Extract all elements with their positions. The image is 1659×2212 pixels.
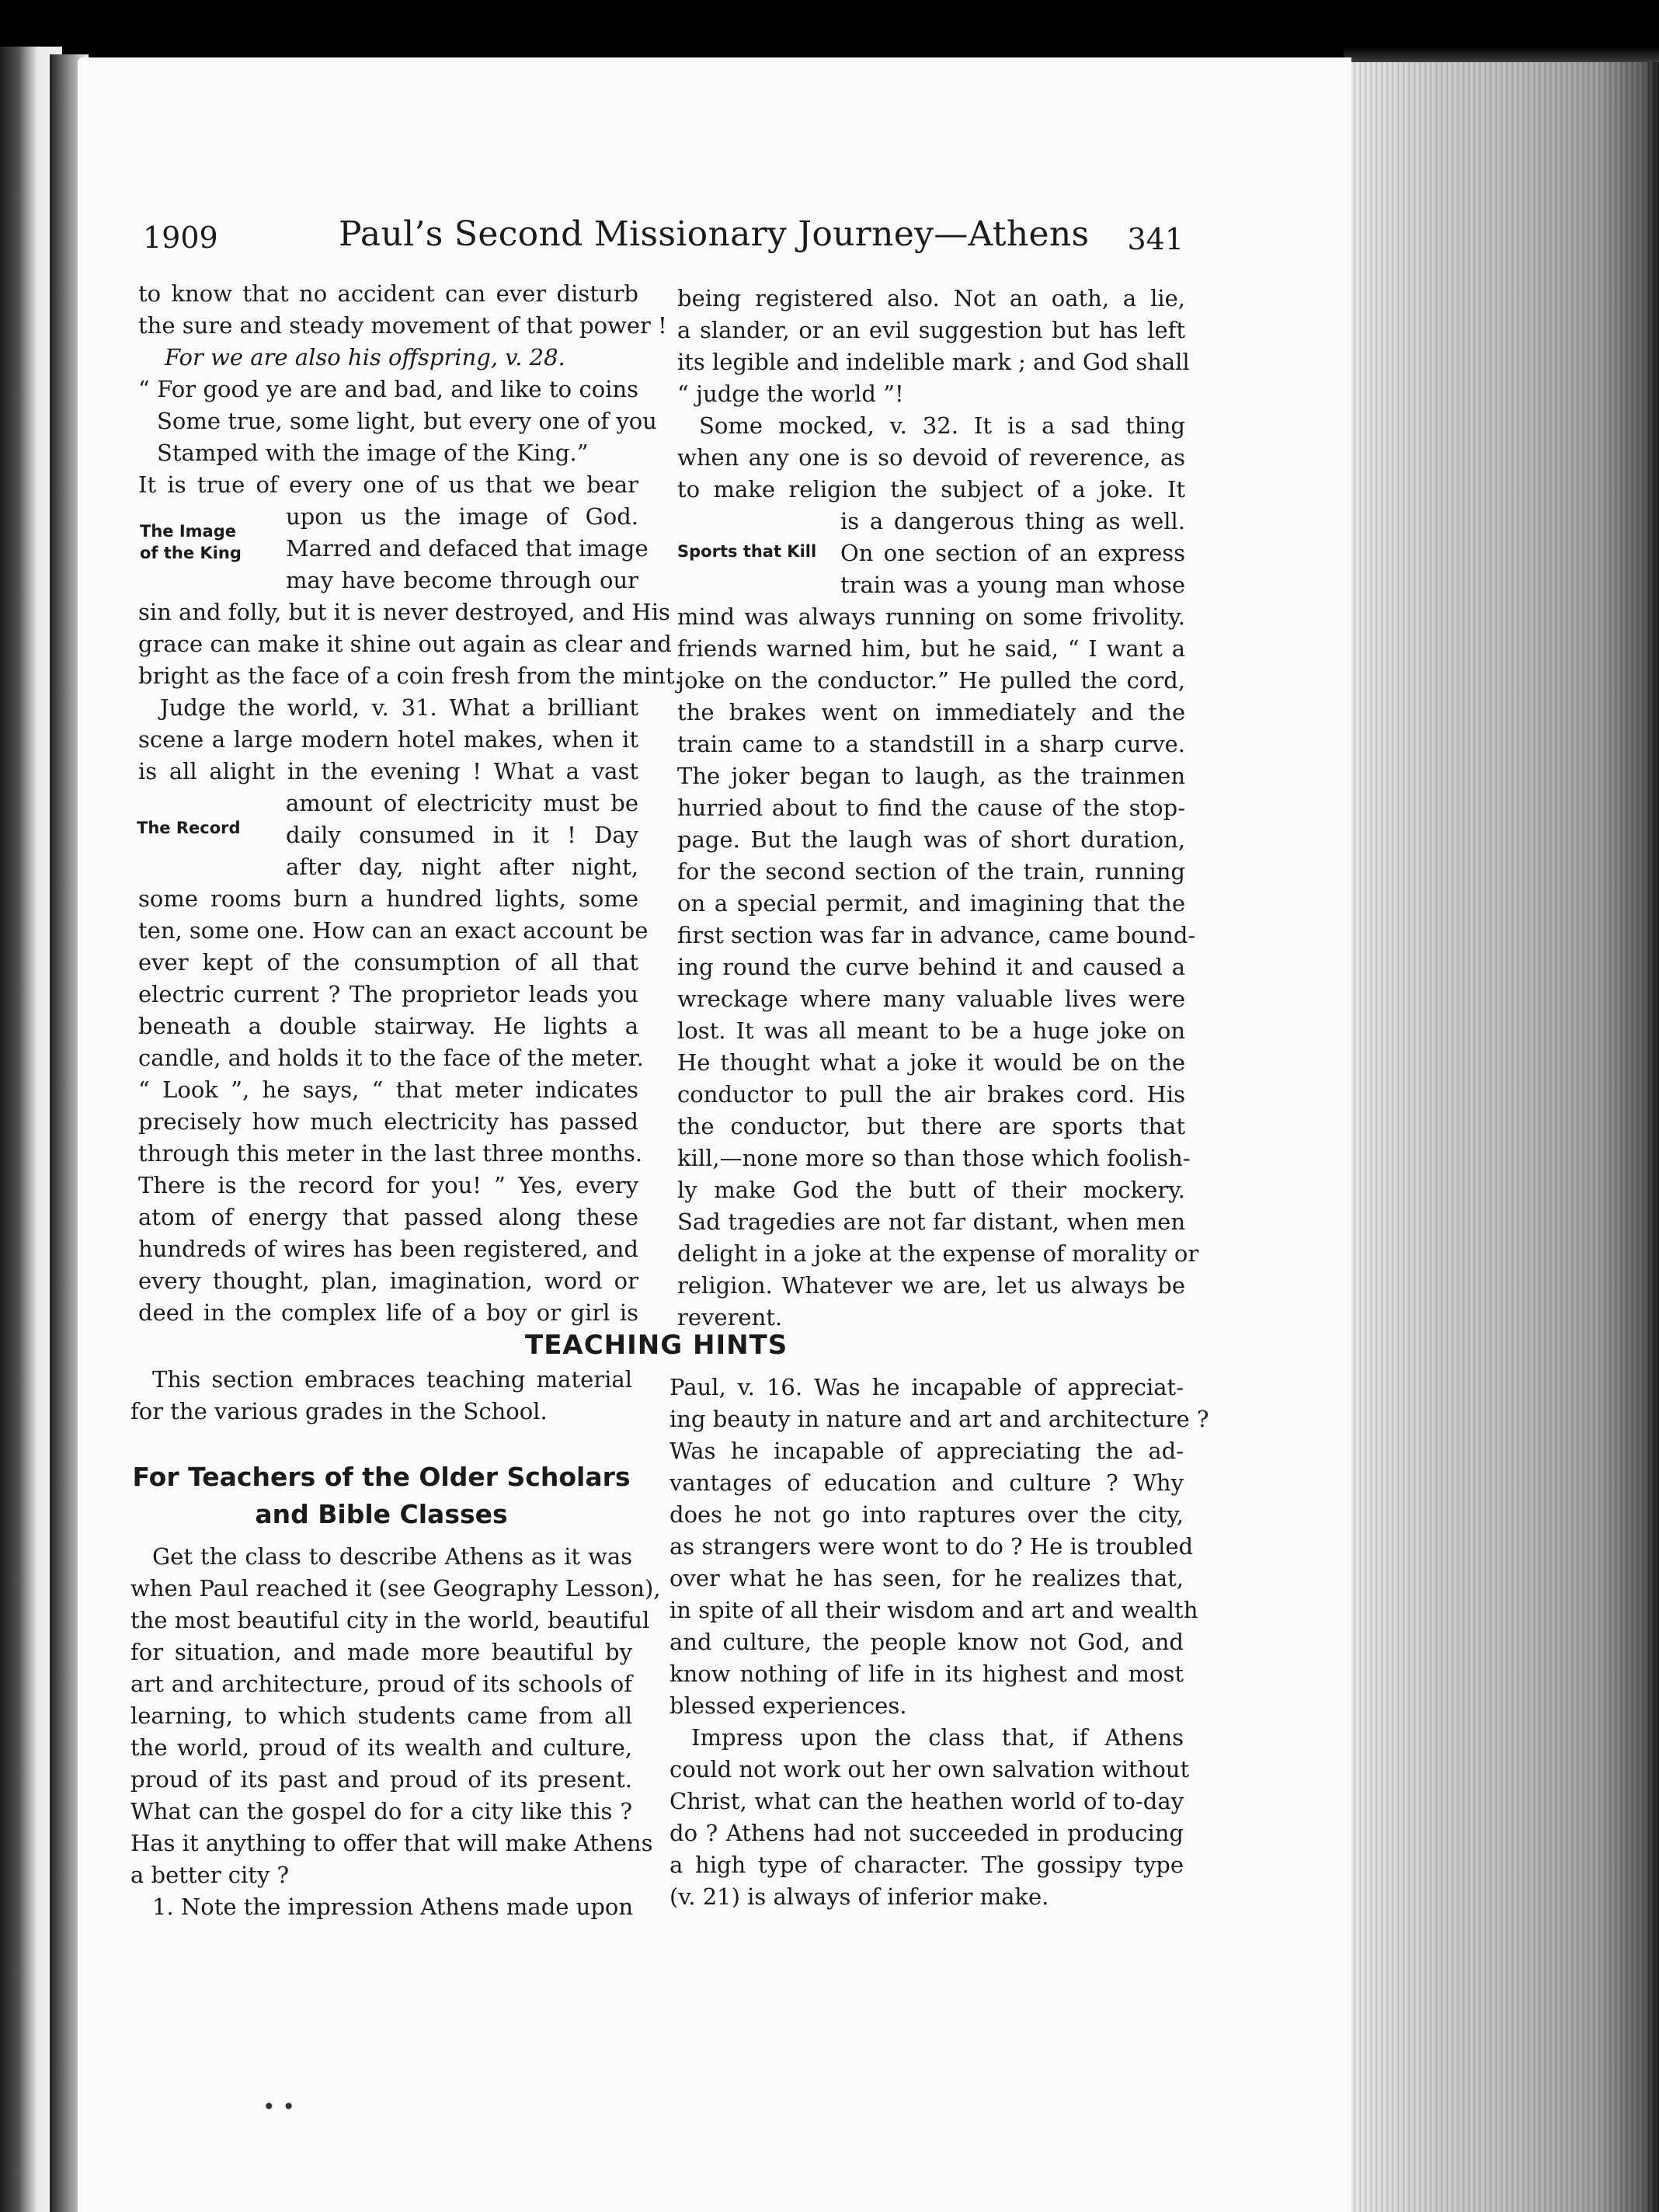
text-line: learning, to which students came from all <box>130 1702 632 1729</box>
text-line: do ? Athens had not succeeded in producing <box>670 1820 1184 1846</box>
text-line: is a dangerous thing as well. <box>840 508 1185 534</box>
text-line: Sad tragedies are not far distant, when men <box>677 1209 1185 1235</box>
text-line: a slander, or an evil suggestion but has left <box>677 317 1185 343</box>
footer-marks: • • <box>263 2094 295 2120</box>
poem-line: Some true, some light, but every one of you <box>157 408 657 434</box>
text-line: kill,—none more so than those which foolish- <box>677 1145 1191 1171</box>
text-line: to know that no accident can ever disturb <box>138 280 638 307</box>
text-line: “ judge the world ”! <box>677 381 904 407</box>
text-line: For we are also his offspring, v. 28. <box>165 344 565 370</box>
section-title-line: For Teachers of the Older Scholars <box>132 1462 631 1492</box>
text-line: ever kept of the consumption of all that <box>138 949 638 976</box>
text-line: Marred and defaced that image <box>286 535 649 562</box>
section-title <box>130 1459 632 1533</box>
text-line: a better city ? <box>130 1862 290 1888</box>
text-line: a high type of character. The gossipy type <box>670 1852 1184 1878</box>
text-line: the sure and steady movement of that power ! <box>138 312 667 339</box>
text-line: ing round the curve behind it and caused a <box>677 954 1185 980</box>
teaching-hints-heading: TEACHING HINTS <box>525 1330 788 1361</box>
right-column-text <box>677 283 1199 1334</box>
text-line: Judge the world, v. 31. What a brilliant <box>160 694 638 721</box>
text-line: through this meter in the last three months. <box>138 1140 643 1167</box>
running-head-title: Paul’s Second Missionary Journey—Athens <box>339 214 1090 254</box>
text-line: It is true of every one of us that we bear <box>138 471 638 498</box>
teaching-right-column <box>670 1372 1209 1913</box>
text-line: ten, some one. How can an exact account be <box>138 917 649 944</box>
text-line: on a special permit, and imagining that the <box>677 890 1185 916</box>
text-line: upon us the image of God. <box>286 503 638 530</box>
text-line: the brakes went on immediately and the <box>677 699 1185 725</box>
text-line: reverent. <box>677 1304 783 1330</box>
text-line: lost. It was all meant to be a huge joke on <box>677 1017 1185 1044</box>
text-line: daily consumed in it ! Day <box>286 822 638 848</box>
stacked-page-edges <box>1344 62 1659 2212</box>
page-number: 341 <box>1127 222 1184 256</box>
text-line: Get the class to describe Athens as it was <box>152 1543 632 1570</box>
text-line: amount of electricity must be <box>286 790 638 816</box>
text-line: mind was always running on some frivolity. <box>677 603 1185 630</box>
text-line: sin and folly, but it is never destroyed, and His <box>138 599 670 625</box>
poem-line: Stamped with the image of the King.” <box>157 440 589 466</box>
text-line: when Paul reached it (see Geography Lesson), <box>130 1575 661 1602</box>
text-line: candle, and holds it to the face of the meter. <box>138 1045 644 1071</box>
left-column-text <box>138 278 682 1329</box>
text-line: electric current ? The proprietor leads you <box>138 981 638 1007</box>
text-line: hundreds of wires has been registered, and <box>138 1236 638 1262</box>
text-line: is all alight in the evening ! What a vast <box>138 758 638 784</box>
text-line: over what he has seen, for he realizes that, <box>670 1565 1184 1591</box>
text-line: the most beautiful city in the world, beautiful <box>130 1607 650 1633</box>
text-line: The joker began to laugh, as the trainmen <box>677 763 1185 789</box>
text-line: grace can make it shine out again as clear and <box>138 631 672 657</box>
text-line: Paul, v. 16. Was he incapable of appreciat- <box>670 1374 1184 1400</box>
text-line: Some mocked, v. 32. It is a sad thing <box>699 412 1185 439</box>
poem-line: “ For good ye are and bad, and like to coins <box>138 376 638 402</box>
text-line: may have become through our <box>286 567 638 593</box>
text-line: ing beauty in nature and art and architecture ? <box>670 1406 1209 1432</box>
text-line: proud of its past and proud of its present. <box>130 1766 632 1793</box>
text-line: 1. Note the impression Athens made upon <box>152 1894 634 1920</box>
text-line: page. But the laugh was of short duration, <box>677 826 1185 853</box>
text-line: precisely how much electricity has passed <box>138 1108 638 1135</box>
text-line: scene a large modern hotel makes, when it <box>138 726 638 753</box>
text-line: for the various grades in the School. <box>130 1398 548 1424</box>
text-line: friends warned him, but he said, “ I want a <box>677 635 1185 662</box>
text-line: does he not go into raptures over the city, <box>670 1501 1184 1528</box>
text-line: vantages of education and culture ? Why <box>670 1469 1184 1496</box>
text-line: the conductor, but there are sports that <box>677 1113 1185 1139</box>
text-line: as strangers were wont to do ? He is troubled <box>670 1533 1194 1560</box>
text-line: train was a young man whose <box>840 572 1185 598</box>
text-line: atom of energy that passed along these <box>138 1204 638 1230</box>
text-line: This section embraces teaching material <box>152 1366 632 1393</box>
text-line: after day, night after night, <box>286 854 638 880</box>
text-line: to make religion the subject of a joke. It <box>677 476 1185 503</box>
text-line: Impress upon the class that, if Athens <box>691 1724 1184 1751</box>
text-line: could not work out her own salvation without <box>670 1756 1190 1782</box>
text-line: (v. 21) is always of inferior make. <box>670 1883 1049 1910</box>
text-line: some rooms burn a hundred lights, some <box>138 885 638 912</box>
text-line: the world, proud of its wealth and culture, <box>130 1734 632 1761</box>
running-head <box>143 214 1184 261</box>
text-line: He thought what a joke it would be on the <box>677 1049 1185 1076</box>
text-line: every thought, plan, imagination, word or <box>138 1268 638 1294</box>
text-line: religion. Whatever we are, let us always be <box>677 1272 1185 1299</box>
text-line: train came to a standstill in a sharp curve. <box>677 731 1185 757</box>
text-line: for situation, and made more beautiful by <box>130 1639 632 1665</box>
text-line: Christ, what can the heathen world of to-day <box>670 1788 1184 1814</box>
text-line: and culture, the people know not God, and <box>670 1629 1184 1655</box>
text-line: in spite of all their wisdom and art and wealth <box>670 1597 1198 1623</box>
text-line: when any one is so devoid of reverence, as <box>677 444 1185 471</box>
text-line: for the second section of the train, running <box>677 858 1185 885</box>
side-note-record: The Record <box>137 819 241 837</box>
text-line: On one section of an express <box>840 540 1185 566</box>
teaching-left-column <box>130 1364 661 1923</box>
side-note-line: of the King <box>140 544 242 562</box>
side-note-sports: Sports that Kill <box>677 542 817 561</box>
text-line: hurried about to find the cause of the stop- <box>677 795 1185 821</box>
side-note-line: The Image <box>140 522 236 541</box>
text-line: What can the gospel do for a city like this ? <box>130 1798 632 1824</box>
text-line: know nothing of life in its highest and most <box>670 1661 1184 1687</box>
text-line: being registered also. Not an oath, a lie, <box>677 285 1185 311</box>
text-line: joke on the conductor.” He pulled the cord, <box>677 667 1185 694</box>
text-line: art and architecture, proud of its schools of <box>130 1671 632 1697</box>
text-line: Was he incapable of appreciating the ad- <box>670 1438 1184 1464</box>
text-line: its legible and indelible mark ; and God shall <box>677 349 1190 375</box>
text-line: “ Look ”, he says, “ that meter indicates <box>138 1076 638 1103</box>
text-line: first section was far in advance, came bound- <box>677 922 1196 948</box>
text-line: There is the record for you! ” Yes, every <box>138 1172 638 1198</box>
text-line: delight in a joke at the expense of morality or <box>677 1240 1199 1267</box>
text-line: bright as the face of a coin fresh from the mint. <box>138 663 682 689</box>
text-line: deed in the complex life of a boy or girl is <box>138 1299 638 1326</box>
text-line: conductor to pull the air brakes cord. His <box>677 1081 1185 1108</box>
text-line: wreckage where many valuable lives were <box>677 986 1185 1012</box>
text-line: Has it anything to offer that will make Athens <box>130 1830 653 1856</box>
section-title-line: and Bible Classes <box>255 1499 508 1529</box>
text-line: ly make God the butt of their mockery. <box>677 1177 1185 1203</box>
text-line: blessed experiences. <box>670 1692 907 1719</box>
text-line: beneath a double stairway. He lights a <box>138 1013 638 1039</box>
running-head-year: 1909 <box>143 221 218 255</box>
